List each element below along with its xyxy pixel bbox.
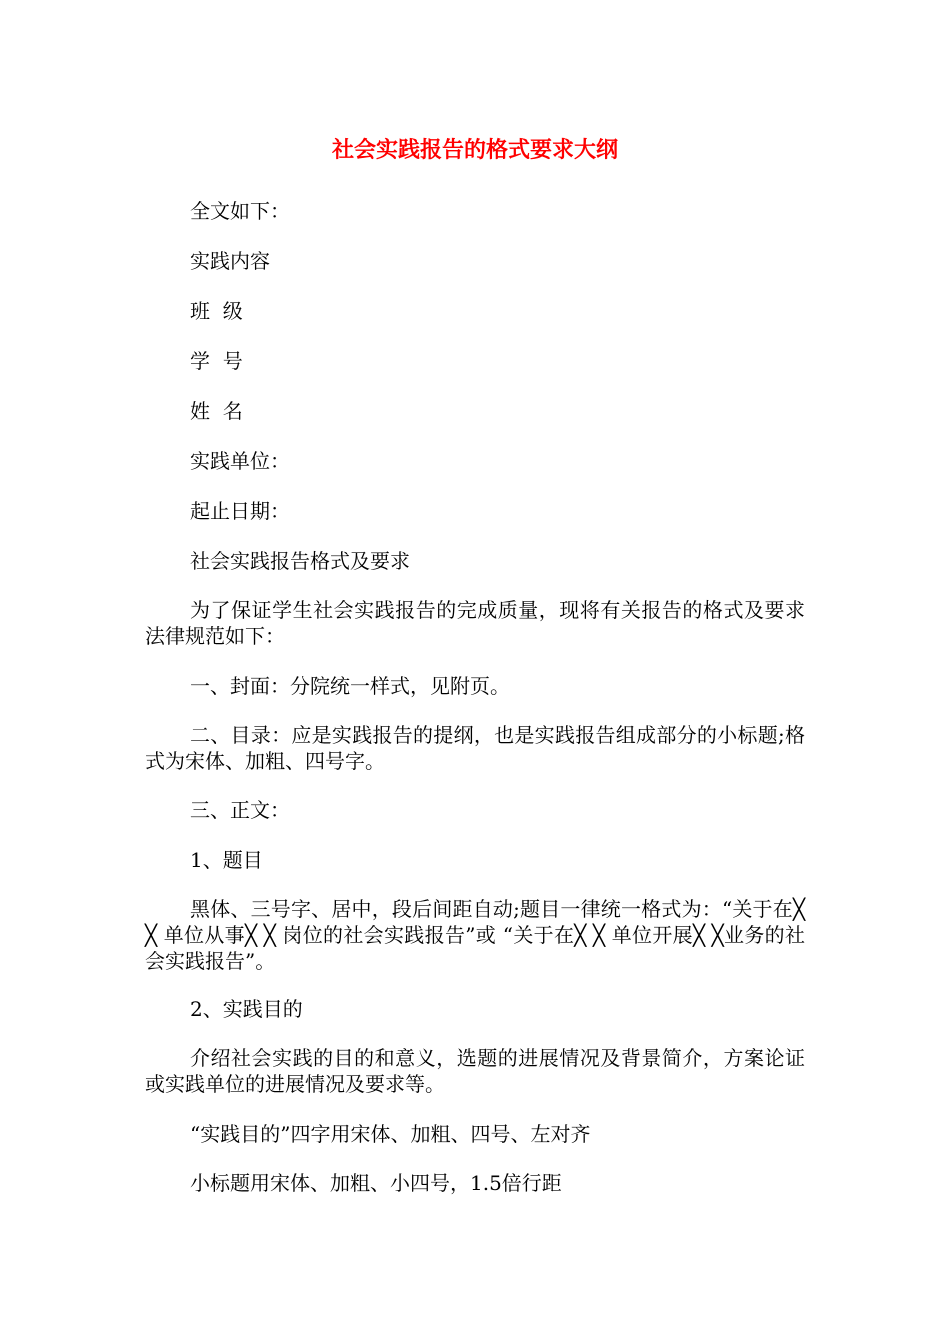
paragraph-student-id: 学 号: [190, 349, 243, 373]
paragraph-practice-goal-format: “实践目的”四字用宋体、加粗、四号、左对齐: [190, 1122, 591, 1146]
paragraph-date-range: 起止日期：: [190, 499, 290, 523]
paragraph-format-heading: 社会实践报告格式及要求: [190, 549, 410, 573]
paragraph-topic-heading: 1、题目: [190, 848, 263, 872]
paragraph-practice-unit: 实践单位：: [190, 449, 290, 473]
paragraph-body-heading: 三、正文：: [190, 798, 290, 822]
paragraph-cover: 一、封面：分院统一样式，见附页。: [190, 674, 510, 698]
document-title: 社会实践报告的格式要求大纲: [331, 138, 618, 163]
paragraph-toc: 二、目录：应是实践报告的提纲，也是实践报告组成部分的小标题;格式为宋体、加粗、四号字。: [145, 723, 805, 773]
paragraph-topic-format: 黑体、三号字、居中，段后间距自动;题目一律统一格式为：“关于在╳ ╳ 单位从事╳ ╳ 岗位的社会实践报告”或 “关于在╳ ╳ 单位开展╳ ╳业务的社会实践报告”。: [145, 897, 805, 973]
paragraph-practice-goal-description: 介绍社会实践的目的和意义，选题的进展情况及背景简介，方案论证或实践单位的进展情况及要求等。: [145, 1046, 805, 1096]
paragraph-subheading-format: 小标题用宋体、加粗、小四号，1.5倍行距: [190, 1171, 562, 1195]
paragraph-name: 姓 名: [190, 399, 243, 423]
paragraph-class: 班 级: [190, 299, 243, 323]
paragraph-practice-content: 实践内容: [190, 249, 270, 273]
paragraph-practice-goal-heading: 2、实践目的: [190, 997, 303, 1021]
paragraph-full-text-intro: 全文如下：: [190, 199, 290, 223]
paragraph-purpose: 为了保证学生社会实践报告的完成质量，现将有关报告的格式及要求法律规范如下：: [145, 598, 805, 648]
